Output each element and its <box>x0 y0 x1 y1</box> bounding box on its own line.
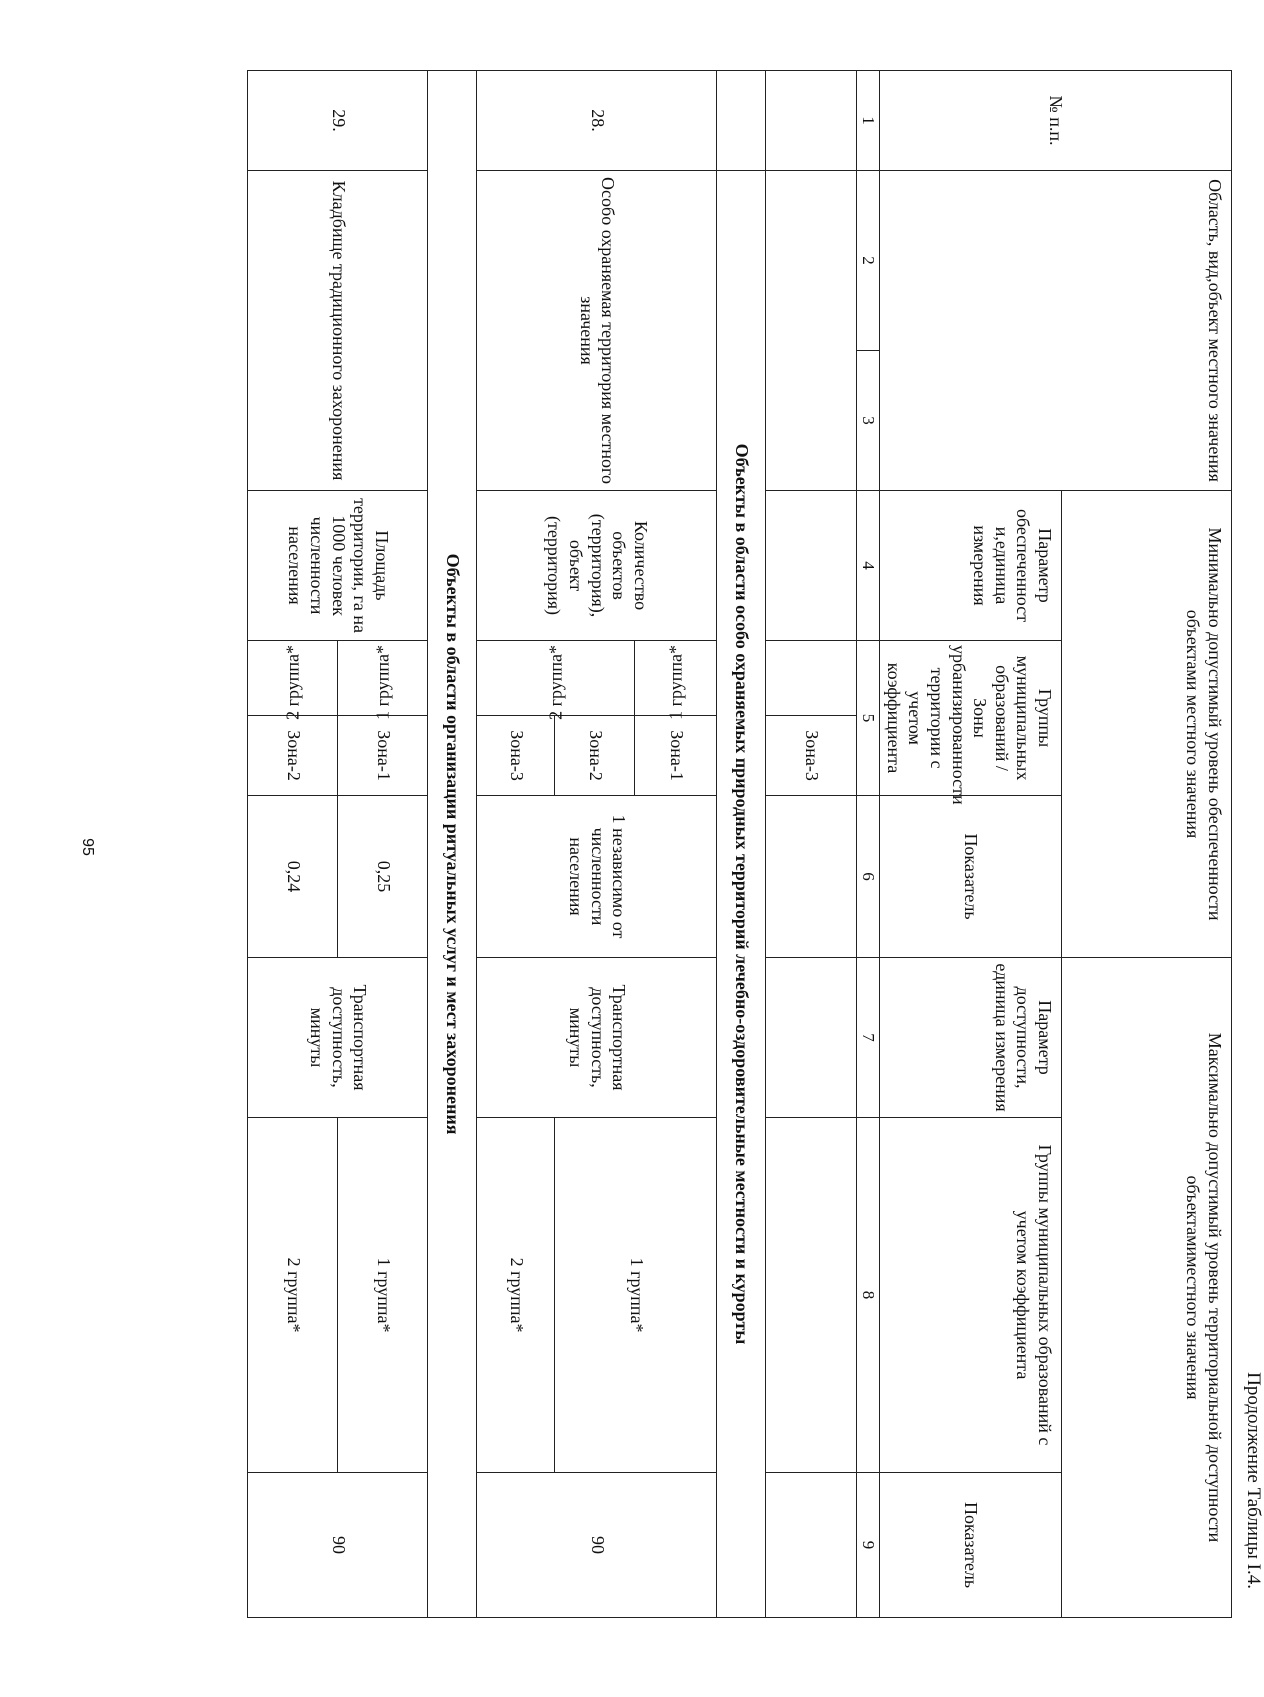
header-max-param: Параметр доступности, единица измерения <box>880 958 1062 1118</box>
header-area: Область, вид,объект местного значения <box>880 171 1232 491</box>
col-num-8: 8 <box>857 1118 880 1473</box>
zone-2: Зона-2 <box>248 716 338 796</box>
col-num-7: 7 <box>857 958 880 1118</box>
col-num-5: 5 <box>857 641 880 796</box>
carry-cell <box>766 1473 857 1618</box>
max-group-1: 1 группа* <box>555 1118 717 1473</box>
page-number: 95 <box>78 838 96 856</box>
carry-cell <box>766 641 857 716</box>
zone-1: Зона-1 <box>338 716 428 796</box>
rotated-table-page <box>189 42 1264 1617</box>
zone-2: Зона-2 <box>555 716 635 796</box>
group-1-label: 1 группа* <box>635 641 717 716</box>
max-value: 90 <box>477 1473 717 1618</box>
col-num-6: 6 <box>857 796 880 958</box>
row-number: 28. <box>477 71 717 171</box>
carry-cell <box>766 796 857 958</box>
value-1: 0,25 <box>338 796 428 958</box>
table-caption: Продолжение Таблицы I.4. <box>1243 1372 1264 1589</box>
value-2: 0,24 <box>248 796 338 958</box>
column-number-row <box>857 71 880 1618</box>
col-num-2: 2 <box>857 171 880 351</box>
header-min-value: Показатель <box>880 796 1062 958</box>
zone-1: Зона-1 <box>635 716 717 796</box>
norms-table <box>247 70 1232 1618</box>
header-max-group: Максимально допустимый уровень территориальной доступности объектамиместного значения <box>1062 958 1232 1618</box>
header-max-groups: Группы муниципальных образований с учетом коэффициента <box>880 1118 1062 1473</box>
header-max-value: Показатель <box>880 1473 1062 1618</box>
section-row-2 <box>428 71 477 1618</box>
col-num-1: 1 <box>857 71 880 171</box>
group-2-label: 2 группа* <box>248 641 338 716</box>
section-title-2: Объекты в области организации ритуальных услуг и мест захоронения <box>428 71 477 1618</box>
row-access: Транспортная доступность, минуты <box>477 958 717 1118</box>
max-value: 90 <box>248 1473 428 1618</box>
max-group-2: 2 группа* <box>248 1118 338 1473</box>
group-1-label: 1 группа* <box>338 641 428 716</box>
row-param: Площадь территории, га на 1000 человек численности населения <box>248 491 428 641</box>
row-name: Кладбище традиционного захоронения <box>248 171 428 491</box>
row-param: Количество объектов (территория), объект (территория) <box>477 491 717 641</box>
header-min-groups: Группы муниципальных образований / Зоны урбанизированности территории с учетом коэффициента <box>880 641 1062 796</box>
carry-cell <box>766 171 857 491</box>
carry-over-row <box>766 71 857 1618</box>
group-2-label: 2 группа* <box>477 641 635 716</box>
section-row-1 <box>717 71 766 1618</box>
table-row-28 <box>635 71 717 1618</box>
header-min-param: Параметр обеспеченност и,единица измерения <box>880 491 1062 641</box>
carry-cell <box>766 1118 857 1473</box>
max-group-1: 1 группа* <box>338 1118 428 1473</box>
carry-cell <box>766 71 857 171</box>
section-title-1: Объекты в области особо охраняемых природных территорий лечебно-оздоровительные местности и курорты <box>717 171 766 1618</box>
table-row-29 <box>338 71 428 1618</box>
row-access: Транспортная доступность, минуты <box>248 958 428 1118</box>
row-name: Особо охраняемая территория местного значения <box>477 171 717 491</box>
col-num-3: 3 <box>857 351 880 491</box>
col-num-4: 4 <box>857 491 880 641</box>
carry-zone: Зона-3 <box>766 716 857 796</box>
row-number: 29. <box>248 71 428 171</box>
header-min-group: Минимально допустимый уровень обеспеченности объектами местного значения <box>1062 491 1232 958</box>
carry-cell <box>766 491 857 641</box>
zone-3: Зона-3 <box>477 716 555 796</box>
header-row-1 <box>1062 71 1232 1618</box>
carry-cell <box>766 958 857 1118</box>
section-num-cell <box>717 71 766 171</box>
header-num: № п.п. <box>880 71 1232 171</box>
row-value: 1 независимо от численности населения <box>477 796 717 958</box>
max-group-2: 2 группа* <box>477 1118 555 1473</box>
col-num-9: 9 <box>857 1473 880 1618</box>
